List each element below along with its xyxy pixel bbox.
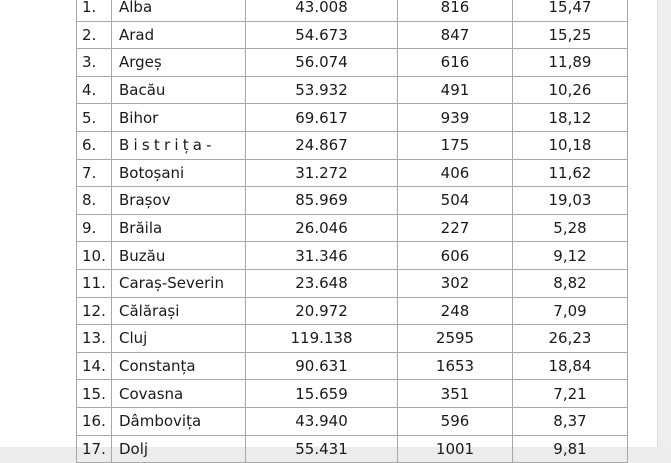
value-col-1-cell: 54.673: [246, 21, 398, 49]
value-col-1-cell: 43.008: [246, 0, 398, 21]
row-number-cell: 10.: [77, 242, 112, 270]
county-name-cell: Cluj: [112, 325, 246, 353]
county-name-cell: Dolj: [112, 435, 246, 463]
value-col-3-cell: 10,26: [513, 76, 628, 104]
table-row: [77, 76, 628, 104]
value-col-1-cell: 31.346: [246, 242, 398, 270]
row-number-cell: 16.: [77, 407, 112, 435]
county-name-cell: Alba: [112, 0, 246, 21]
table-row: [77, 187, 628, 215]
county-name-cell: Brașov: [112, 187, 246, 215]
row-number-cell: 5.: [77, 104, 112, 132]
value-col-1-cell: 15.659: [246, 380, 398, 408]
county-name-cell: Bihor: [112, 104, 246, 132]
value-col-3-cell: 8,82: [513, 269, 628, 297]
value-col-2-cell: 302: [398, 269, 513, 297]
row-number-cell: 6.: [77, 131, 112, 159]
value-col-3-cell: 7,09: [513, 297, 628, 325]
table-row: [77, 21, 628, 49]
table-row: [77, 242, 628, 270]
row-number-cell: 17.: [77, 435, 112, 463]
row-number-cell: 15.: [77, 380, 112, 408]
row-number-cell: 14.: [77, 352, 112, 380]
value-col-2-cell: 847: [398, 21, 513, 49]
table-row: [77, 407, 628, 435]
value-col-3-cell: 7,21: [513, 380, 628, 408]
value-col-3-cell: 11,62: [513, 159, 628, 187]
value-col-2-cell: 227: [398, 214, 513, 242]
value-col-1-cell: 119.138: [246, 325, 398, 353]
value-col-1-cell: 24.867: [246, 131, 398, 159]
value-col-3-cell: 9,81: [513, 435, 628, 463]
value-col-1-cell: 55.431: [246, 435, 398, 463]
row-number-cell: 12.: [77, 297, 112, 325]
value-col-2-cell: 816: [398, 0, 513, 21]
value-col-1-cell: 31.272: [246, 159, 398, 187]
value-col-1-cell: 69.617: [246, 104, 398, 132]
value-col-1-cell: 56.074: [246, 49, 398, 77]
value-col-2-cell: 596: [398, 407, 513, 435]
table-row: [77, 159, 628, 187]
value-col-1-cell: 20.972: [246, 297, 398, 325]
county-name-cell: Arad: [112, 21, 246, 49]
table-row: [77, 269, 628, 297]
row-number-cell: 4.: [77, 76, 112, 104]
value-col-3-cell: 11,89: [513, 49, 628, 77]
value-col-1-cell: 90.631: [246, 352, 398, 380]
value-col-3-cell: 18,84: [513, 352, 628, 380]
county-name-cell: Dâmbovița: [112, 407, 246, 435]
value-col-3-cell: 26,23: [513, 325, 628, 353]
table-row: [77, 104, 628, 132]
table-row: [77, 325, 628, 353]
county-name-cell: Botoșani: [112, 159, 246, 187]
county-name-cell: Bistrița-: [112, 131, 246, 159]
value-col-1-cell: 23.648: [246, 269, 398, 297]
county-name-cell: Caraș-Severin: [112, 269, 246, 297]
value-col-3-cell: 15,47: [513, 0, 628, 21]
table-body: [77, 0, 628, 463]
county-name-cell: Covasna: [112, 380, 246, 408]
value-col-2-cell: 175: [398, 131, 513, 159]
value-col-3-cell: 10,18: [513, 131, 628, 159]
value-col-3-cell: 8,37: [513, 407, 628, 435]
value-col-2-cell: 491: [398, 76, 513, 104]
value-col-3-cell: 5,28: [513, 214, 628, 242]
row-number-cell: 9.: [77, 214, 112, 242]
table-row: [77, 214, 628, 242]
row-number-cell: 3.: [77, 49, 112, 77]
value-col-2-cell: 939: [398, 104, 513, 132]
table-row: [77, 131, 628, 159]
value-col-3-cell: 19,03: [513, 187, 628, 215]
value-col-3-cell: 18,12: [513, 104, 628, 132]
value-col-2-cell: 606: [398, 242, 513, 270]
county-name-cell: Argeș: [112, 49, 246, 77]
row-number-cell: 7.: [77, 159, 112, 187]
value-col-2-cell: 616: [398, 49, 513, 77]
row-number-cell: 2.: [77, 21, 112, 49]
window-edge: [657, 0, 671, 447]
county-name-cell: Călărași: [112, 297, 246, 325]
value-col-2-cell: 504: [398, 187, 513, 215]
row-number-cell: 13.: [77, 325, 112, 353]
county-name-cell: Bacău: [112, 76, 246, 104]
value-col-2-cell: 406: [398, 159, 513, 187]
table-row: [77, 352, 628, 380]
table-row: [77, 49, 628, 77]
value-col-1-cell: 26.046: [246, 214, 398, 242]
table-row: [77, 0, 628, 21]
table-row: [77, 380, 628, 408]
table-row: [77, 435, 628, 463]
row-number-cell: 8.: [77, 187, 112, 215]
value-col-1-cell: 53.932: [246, 76, 398, 104]
table-row: [77, 297, 628, 325]
value-col-2-cell: 2595: [398, 325, 513, 353]
value-col-2-cell: 248: [398, 297, 513, 325]
value-col-2-cell: 1001: [398, 435, 513, 463]
county-statistics-table: [76, 0, 628, 463]
value-col-2-cell: 351: [398, 380, 513, 408]
row-number-cell: 11.: [77, 269, 112, 297]
county-name-cell: Buzău: [112, 242, 246, 270]
value-col-3-cell: 15,25: [513, 21, 628, 49]
value-col-3-cell: 9,12: [513, 242, 628, 270]
row-number-cell: 1.: [77, 0, 112, 21]
county-name-cell: Constanța: [112, 352, 246, 380]
value-col-1-cell: 85.969: [246, 187, 398, 215]
value-col-2-cell: 1653: [398, 352, 513, 380]
county-name-cell: Brăila: [112, 214, 246, 242]
value-col-1-cell: 43.940: [246, 407, 398, 435]
